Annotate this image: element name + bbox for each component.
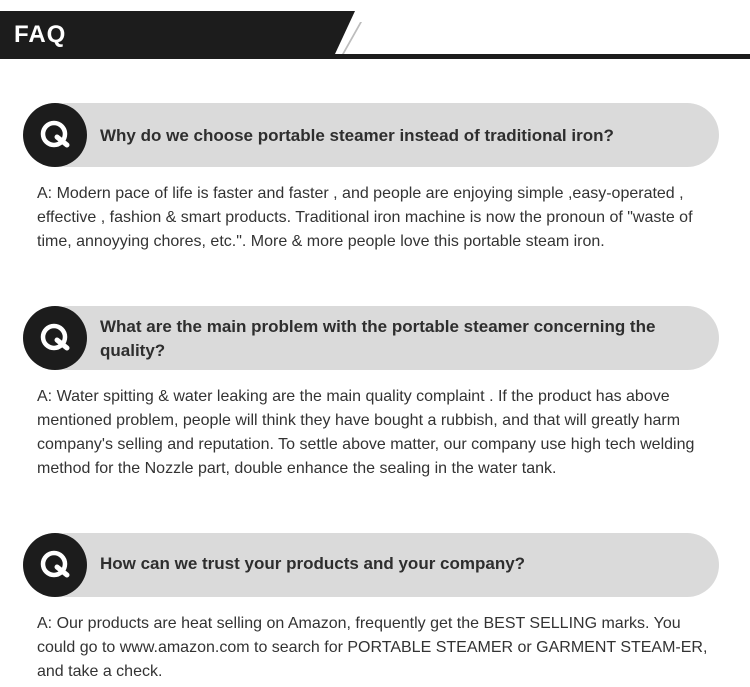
answer-text: A: Our products are heat selling on Amazon, frequently get the BEST SELLING marks. You could go to www.amazon.com to search for PORTABLE STEAMER or GARMENT STEAM-ER, and take a check.: [37, 615, 708, 680]
faq-header: [0, 0, 750, 60]
page-title: FAQ: [14, 21, 67, 48]
q-badge-icon: [23, 533, 87, 597]
answer-text: A: Water spitting & water leaking are the main quality complaint . If the product has above mentioned problem, people will think they have bought a rubbish, and that will greatly harm company's selling and reputation. To settle above matter, our company use high tech welding method for the Nozzle part, double enhance the sealing in the water tank.: [37, 388, 695, 477]
question-text: Why do we choose portable steamer instead of traditional iron?: [100, 126, 614, 145]
question-text: What are the main problem with the portable steamer concerning the quality?: [100, 317, 656, 360]
question-text: How can we trust your products and your company?: [100, 554, 526, 573]
answer-text: A: Modern pace of life is faster and faster , and people are enjoying simple ,easy-operated , effective , fashion & smart products. Traditional iron machine is now the pronoun of "waste of time, annoyying chores, etc.". More & more people love this portable steam iron.: [37, 185, 693, 250]
header-banner-shape: [0, 0, 750, 60]
q-badge-icon: [23, 103, 87, 167]
q-badge-icon: [23, 306, 87, 370]
